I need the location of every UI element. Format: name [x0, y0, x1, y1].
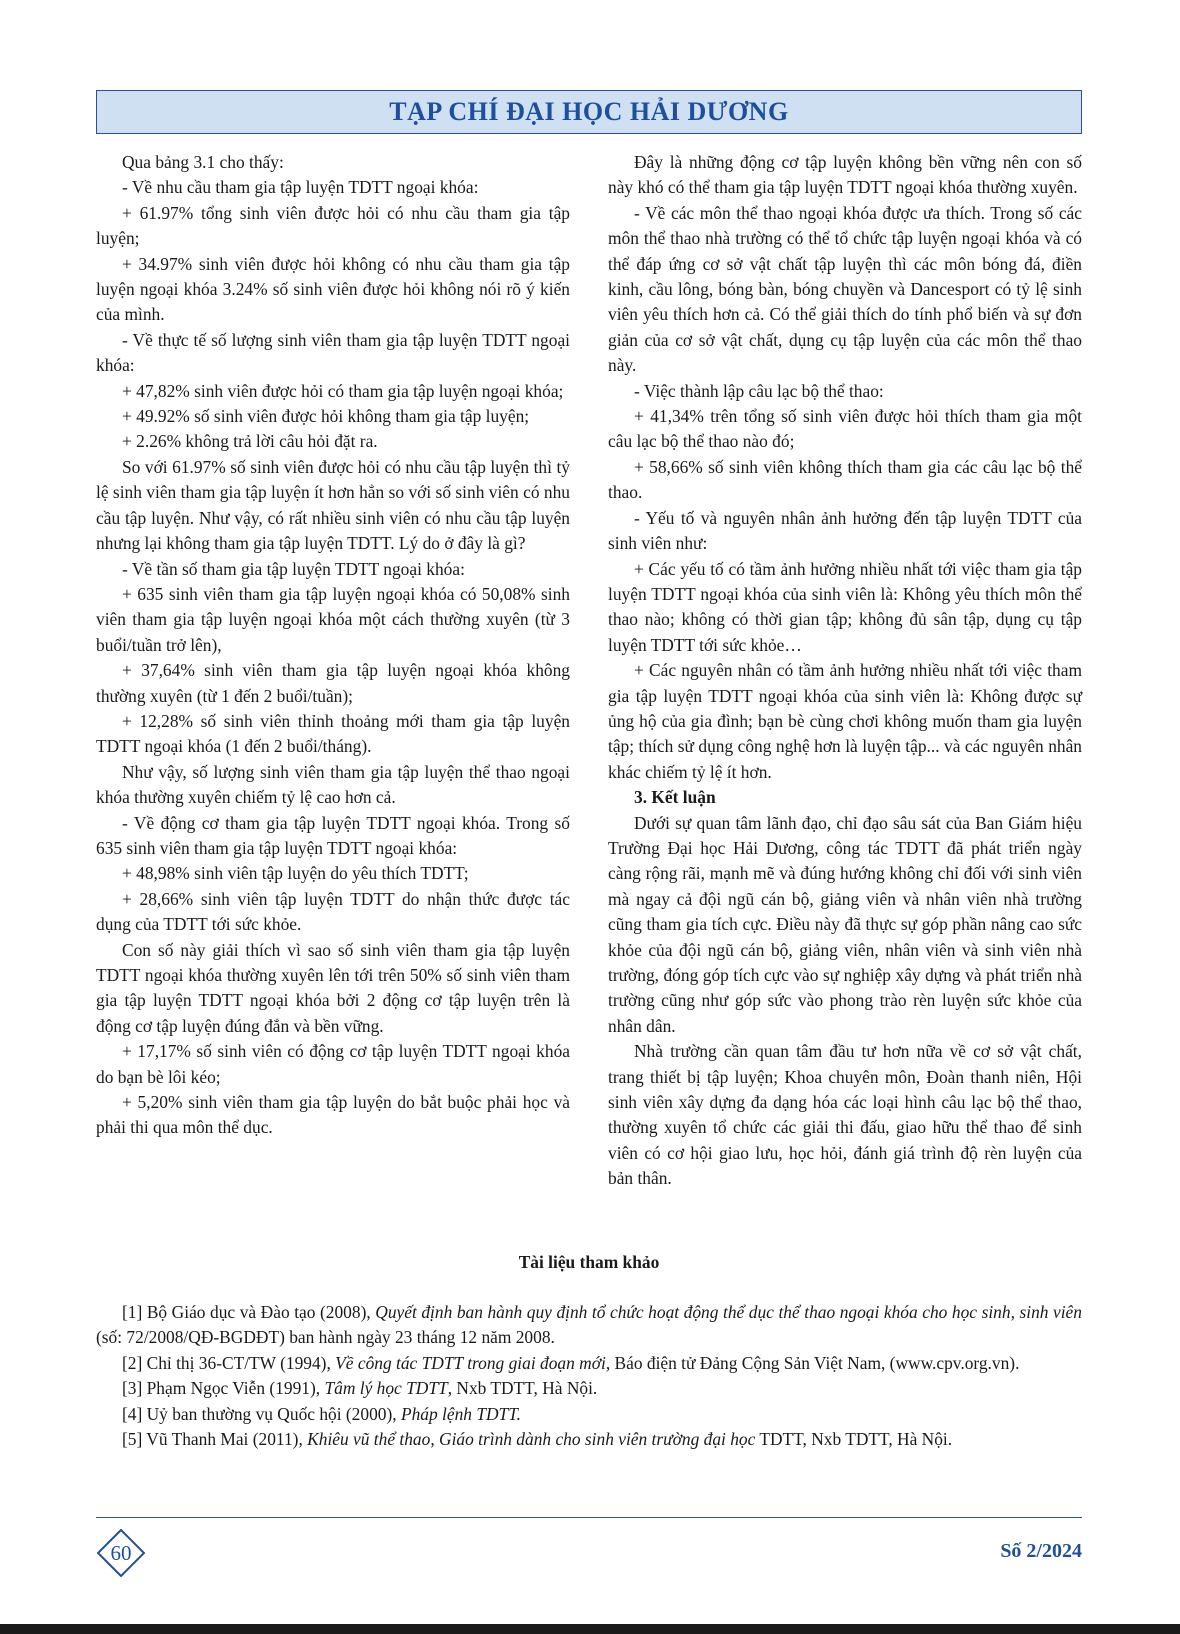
paragraph: Dưới sự quan tâm lãnh đạo, chỉ đạo sâu sát của Ban Giám hiệu Trường Đại học Hải Dương, công tác TDTT đã phát triển ngày càng rộng rãi, mạnh mẽ và đúng hướng không chỉ đối với sinh viên mà ngay cả đội ngũ cán bộ, giảng viên và nhân viên nhà trường cũng tham gia tích cực. Điều này đã thực sự góp phần nâng cao sức khỏe của đội ngũ cán bộ, giảng viên, nhân viên và sinh viên nhà trường, đóng góp tích cực vào sự nghiệp xây dựng và phát triển nhà trường cũng như góp sức vào phong trào rèn luyện sức khỏe của nhân dân.: [608, 812, 1082, 1036]
reference-text: [4] Uỷ ban thường vụ Quốc hội (2000),: [122, 1403, 401, 1424]
paragraph: - Yếu tố và nguyên nhân ảnh hưởng đến tập luyện TDTT của sinh viên như:: [608, 507, 1082, 554]
paragraph: Nhà trường cần quan tâm đầu tư hơn nữa về cơ sở vật chất, trang thiết bị tập luyện; Khoa chuyên môn, Đoàn thanh niên, Hội sinh viên xây dựng đa dạng hóa các loại hình câu lạc bộ thể thao, thường xuyên tổ chức các giải thi đấu, giao hữu thể thao để sinh viên có cơ hội giao lưu, học hỏi, đánh giá trình độ rèn luyện của bản thân.: [608, 1041, 1082, 1189]
paragraph: + Các yếu tố có tầm ảnh hưởng nhiều nhất tới việc tham gia tập luyện TDTT ngoại khóa của sinh viên là: Không yêu thích môn thể thao nào; không có thời gian tập; không đủ sân tập, dụng cụ tập luyện TDTT tới sức khỏe…: [608, 558, 1082, 655]
reference-item: [96, 1351, 1082, 1376]
left-column: [96, 150, 570, 1141]
paragraph: - Về động cơ tham gia tập luyện TDTT ngoại khóa. Trong số 635 sinh viên tham gia tập luyện TDTT ngoại khóa:: [96, 812, 570, 858]
paragraph: - Về thực tế số lượng sinh viên tham gia tập luyện TDTT ngoại khóa:: [96, 329, 570, 376]
paragraph: Qua bảng 3.1 cho thấy:: [122, 152, 284, 172]
references-list: [96, 1300, 1082, 1452]
reference-text: [5] Vũ Thanh Mai (2011),: [122, 1429, 308, 1450]
paragraph: + 48,98% sinh viên tập luyện do yêu thích TDTT;: [122, 863, 469, 884]
reference-title: Về công tác TDTT trong giai đoạn mới: [335, 1352, 606, 1373]
paragraph: + 28,66% sinh viên tập luyện TDTT do nhận thức được tác dụng của TDTT tới sức khỏe.: [96, 888, 570, 935]
reference-item: [96, 1402, 1082, 1427]
paragraph: + 41,34% trên tổng số sinh viên được hỏi thích tham gia một câu lạc bộ thể thao nào đó;: [608, 406, 1082, 452]
journal-header-banner: [96, 90, 1082, 134]
paragraph: - Về tần số tham gia tập luyện TDTT ngoại khóa:: [122, 558, 465, 579]
paragraph: + 47,82% sinh viên được hỏi có tham gia tập luyện ngoại khóa;: [122, 380, 564, 401]
paragraph: + 61.97% tổng sinh viên được hỏi có nhu cầu tham gia tập luyện;: [96, 202, 570, 249]
paragraph: + 635 sinh viên tham gia tập luyện ngoại khóa có 50,08% sinh viên tham gia tập luyện ngoại khóa một cách thường xuyên (từ 3 buổi/tuần trở lên),: [96, 583, 570, 655]
paragraph: + 17,17% số sinh viên có động cơ tập luyện TDTT ngoại khóa do bạn bè lôi kéo;: [96, 1041, 570, 1087]
paragraph: - Về nhu cầu tham gia tập luyện TDTT ngoại khóa:: [122, 177, 479, 198]
paragraph: Đây là những động cơ tập luyện không bền vững nên con số này khó có thể tham gia tập luyện TDTT ngoại khóa thường xuyên.: [608, 152, 1082, 198]
reference-item: [96, 1300, 1082, 1351]
reference-item: [96, 1427, 1082, 1452]
paragraph: + 34.97% sinh viên được hỏi không có nhu cầu tham gia tập luyện ngoại khóa 3.24% số sinh viên được hỏi không nói rõ ý kiến của mình.: [96, 253, 570, 325]
reference-text: [1] Bộ Giáo dục và Đào tạo (2008),: [122, 1302, 376, 1322]
reference-text: (số: 72/2008/QĐ-BGDĐT) ban hành ngày 23 tháng 12 năm 2008.: [96, 1327, 555, 1348]
reference-text: [2] Chỉ thị 36-CT/TW (1994),: [122, 1352, 336, 1373]
reference-title: Khiêu vũ thể thao, Giáo trình dành cho sinh viên trường đại học: [307, 1429, 756, 1450]
reference-title: Pháp lệnh TDTT.: [400, 1403, 521, 1424]
reference-item: [96, 1376, 1082, 1401]
reference-text: , Nxb TDTT, Hà Nội.: [447, 1378, 598, 1399]
reference-title: Tâm lý học TDTT: [324, 1378, 448, 1399]
reference-text: , Báo điện tử Đảng Cộng Sản Việt Nam, (www.cpv.org.vn).: [605, 1352, 1020, 1373]
paragraph: + 12,28% số sinh viên thỉnh thoảng mới tham gia tập luyện TDTT ngoại khóa (1 đến 2 buổi/tháng).: [96, 710, 570, 757]
paragraph: - Việc thành lập câu lạc bộ thể thao:: [634, 380, 884, 401]
paragraph: + Các nguyên nhân có tầm ảnh hưởng nhiều nhất tới việc tham gia tập luyện TDTT ngoại khóa của sinh viên là: Không được sự ủng hộ của gia đình; bạn bè cùng chơi không muốn tham gia luyện tập; thích sử dụng công nghệ hơn là luyện tập... và các nguyên nhân khác chiếm tỷ lệ ít hơn.: [608, 660, 1082, 782]
issue-label: Số 2/2024: [1000, 1540, 1082, 1562]
right-column: [608, 150, 1082, 1192]
references-title: Tài liệu tham khảo: [518, 1252, 660, 1272]
paragraph: So với 61.97% số sinh viên được hỏi có nhu cầu tập luyện thì tỷ lệ sinh viên tham gia tập luyện ít hơn hẳn so với số sinh viên có nhu cầu tập luyện. Như vậy, có rất nhiều sinh viên có nhu cầu tập luyện nhưng lại không tham gia tập luyện TDTT. Lý do ở đây là gì?: [96, 456, 570, 554]
reference-text: [3] Phạm Ngọc Viễn (1991),: [122, 1378, 325, 1399]
paragraph: + 37,64% sinh viên tham gia tập luyện ngoại khóa không thường xuyên (từ 1 đến 2 buổi/tuần);: [96, 660, 570, 706]
paragraph: - Về các môn thể thao ngoại khóa được ưa thích. Trong số các môn thể thao nhà trường có thể tổ chức tập luyện ngoại khóa và có thể đáp ứng cơ sở vật chất tập luyện thì các môn bóng đá, điền kinh, cầu lông, bóng bàn, bóng chuyền và Dancesport có tỷ lệ sinh viên yêu thích hơn cả. Có thể giải thích do tính phổ biến và sự đơn giản của cơ sở vật chất, dụng cụ tập luyện của các môn thể thao này.: [608, 202, 1082, 376]
journal-title: TẠP CHÍ ĐẠI HỌC HẢI DƯƠNG: [389, 97, 789, 126]
reference-text: TDTT, Nxb TDTT, Hà Nội.: [755, 1429, 953, 1450]
footer-divider: [96, 1517, 1082, 1518]
page-number: 60: [110, 1540, 132, 1565]
paragraph: Con số này giải thích vì sao số sinh viên tham gia tập luyện TDTT ngoại khóa thường xuyên lên tới trên 50% số sinh viên tham gia tập luyện TDTT ngoại khóa bởi 2 động cơ tập luyện trên là động cơ tập luyện đúng đắn và bền vững.: [96, 939, 570, 1036]
paragraph: + 5,20% sinh viên tham gia tập luyện do bắt buộc phải học và phải thi qua môn thể dục.: [96, 1092, 570, 1138]
section-heading: 3. Kết luận: [634, 787, 716, 808]
paragraph: + 49.92% số sinh viên được hỏi không tham gia tập luyện;: [122, 406, 530, 427]
reference-title: Quyết định ban hành quy định tổ chức hoạt động thể dục thể thao ngoại khóa cho học sinh, sinh viên: [375, 1302, 1082, 1322]
scan-bottom-edge: [0, 1624, 1180, 1634]
paragraph: + 58,66% số sinh viên không thích tham gia các câu lạc bộ thể thao.: [608, 456, 1082, 503]
paragraph: Như vậy, số lượng sinh viên tham gia tập luyện thể thao ngoại khóa thường xuyên chiếm tỷ lệ cao hơn cả.: [96, 761, 570, 808]
paragraph: + 2.26% không trả lời câu hỏi đặt ra.: [122, 431, 378, 452]
